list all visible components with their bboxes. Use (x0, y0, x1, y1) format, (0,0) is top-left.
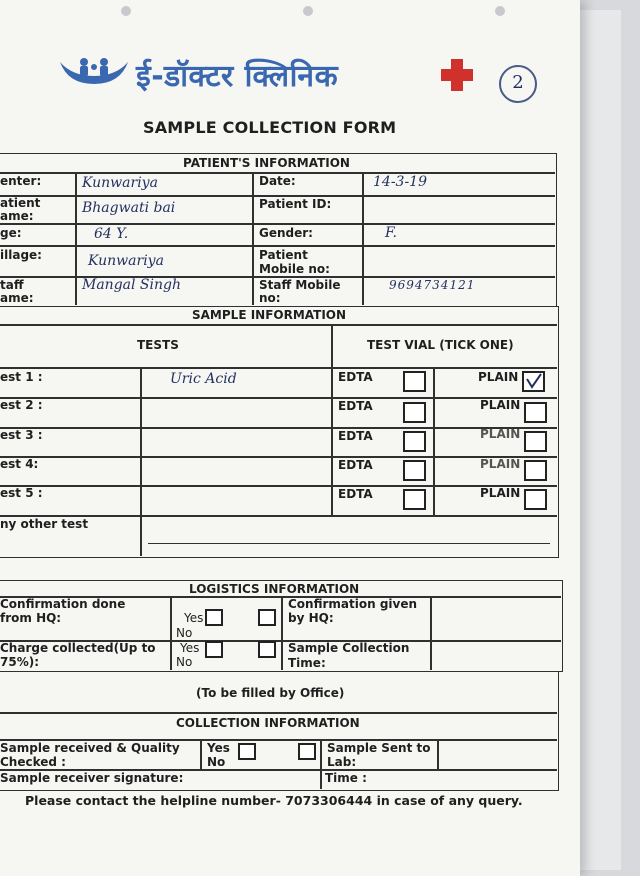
col-divider (140, 367, 142, 556)
row-divider (0, 427, 557, 429)
row-divider (0, 456, 557, 458)
edta-label: EDTA (338, 429, 373, 443)
row-divider (0, 485, 557, 487)
test-4-edta-checkbox[interactable] (403, 460, 426, 481)
received-label: Sample received & Quality (0, 741, 180, 755)
test-2-plain-checkbox[interactable] (524, 402, 547, 423)
test-3-label: est 3 : (0, 428, 43, 442)
yes-label: Yes (180, 641, 200, 655)
punch-hole (303, 6, 313, 16)
test-1-plain-checkbox[interactable] (522, 371, 545, 392)
no-label: No (176, 655, 193, 669)
test-4-label: est 4: (0, 457, 39, 471)
office-note: (To be filled by Office) (196, 686, 345, 700)
checkmark-icon (524, 373, 543, 390)
received-label-2: Checked : (0, 755, 66, 769)
charge-no-checkbox[interactable] (258, 641, 276, 658)
col-divider (437, 739, 439, 769)
confirmation-done-label-2: from HQ: (0, 611, 62, 625)
col-divider (430, 596, 432, 670)
edta-label: EDTA (338, 399, 373, 413)
col-divider (320, 739, 322, 789)
test-1-value[interactable]: Uric Acid (170, 371, 237, 387)
received-yes-checkbox[interactable] (238, 743, 256, 760)
test-3-plain-checkbox[interactable] (524, 431, 547, 452)
sample-sent-label-2: Lab: (327, 755, 357, 769)
col-divider (170, 596, 172, 670)
col-divider (281, 596, 283, 670)
row-divider (0, 397, 557, 399)
row-divider (0, 367, 557, 369)
test-2-edta-checkbox[interactable] (403, 402, 426, 423)
village-label: illage: (0, 248, 42, 262)
col-divider (362, 172, 364, 305)
patient-mobile-label-2: Mobile no: (259, 262, 330, 276)
confirmation-given-label-2: by HQ: (288, 611, 334, 625)
patient-info-heading: PATIENT'S INFORMATION (183, 156, 350, 170)
staff-name-label-2: ame: (0, 291, 34, 305)
charge-collected-label: Charge collected(Up to (0, 641, 156, 655)
gender-label: Gender: (259, 226, 313, 240)
col-divider (433, 367, 435, 515)
sample-info-heading: SAMPLE INFORMATION (192, 308, 347, 322)
staff-mobile-label-2: no: (259, 291, 281, 305)
red-cross-icon (437, 55, 477, 95)
date-label: Date: (259, 174, 296, 188)
confirmation-no-checkbox[interactable] (258, 609, 276, 626)
age-value[interactable]: 64 Y. (94, 226, 129, 242)
test-5-plain-checkbox[interactable] (524, 489, 547, 510)
test-5-edta-checkbox[interactable] (403, 489, 426, 510)
plain-label: PLAIN (480, 398, 521, 412)
patient-name-label: atient (0, 196, 41, 210)
confirmation-done-label: Confirmation done (0, 597, 126, 611)
test-3-edta-checkbox[interactable] (403, 431, 426, 452)
date-value[interactable]: 14-3-19 (373, 174, 427, 190)
punch-hole (495, 6, 505, 16)
yes-label: Yes (207, 741, 230, 755)
patient-id-label: Patient ID: (259, 197, 332, 211)
patient-name-label-2: ame: (0, 209, 34, 223)
row-divider (0, 245, 555, 247)
test-1-label: est 1 : (0, 370, 43, 384)
col-divider (252, 172, 254, 305)
staff-name-label: taff (0, 278, 24, 292)
plain-label: PLAIN (480, 457, 521, 471)
time-label: Time : (325, 771, 367, 785)
collection-heading: COLLECTION INFORMATION (176, 716, 360, 730)
clinic-logo-icon (58, 54, 130, 90)
form-title: SAMPLE COLLECTION FORM (143, 118, 397, 137)
staff-mobile-label: Staff Mobile (259, 278, 341, 292)
sample-sent-label: Sample Sent to (327, 741, 431, 755)
col-divider (331, 324, 333, 368)
test-5-label: est 5 : (0, 486, 43, 500)
edta-label: EDTA (338, 487, 373, 501)
confirmation-given-label: Confirmation given (288, 597, 418, 611)
col-divider (331, 367, 333, 515)
patient-name-value[interactable]: Bhagwati bai (82, 200, 176, 216)
charge-yes-checkbox[interactable] (205, 641, 223, 658)
test-4-plain-checkbox[interactable] (524, 460, 547, 481)
no-label: No (207, 755, 226, 769)
row-divider (0, 223, 555, 225)
col-divider (75, 172, 77, 305)
village-value[interactable]: Kunwariya (88, 253, 164, 269)
row-divider (0, 324, 557, 326)
edta-label: EDTA (338, 370, 373, 384)
edta-label: EDTA (338, 458, 373, 472)
page-number: 2 (499, 65, 537, 103)
no-label: No (176, 626, 193, 640)
col-divider (200, 739, 202, 769)
confirmation-yes-checkbox[interactable] (205, 609, 223, 626)
center-label: enter: (0, 174, 42, 188)
yes-label: Yes (184, 611, 204, 625)
staff-name-value[interactable]: Mangal Singh (82, 277, 181, 293)
center-value[interactable]: Kunwariya (82, 175, 158, 191)
receiver-signature-label: Sample receiver signature: (0, 771, 184, 785)
helpline-footer: Please contact the helpline number- 7073306444 in case of any query. (25, 793, 523, 808)
test-1-edta-checkbox[interactable] (403, 371, 426, 392)
punch-hole (121, 6, 131, 16)
other-test-label: ny other test (0, 517, 89, 531)
charge-collected-label-2: 75%): (0, 655, 40, 669)
other-test-input-line[interactable] (148, 543, 550, 544)
test-2-label: est 2 : (0, 398, 43, 412)
sample-collection-label-2: Time: (288, 656, 326, 670)
staff-mobile-value[interactable]: 9694734121 (389, 278, 476, 292)
clinic-brand-name: ई-डॉक्टर क्लिनिक (136, 59, 339, 94)
plain-label: PLAIN (480, 486, 521, 500)
logistics-heading: LOGISTICS INFORMATION (189, 582, 360, 596)
age-label: ge: (0, 226, 22, 240)
sample-collection-label: Sample Collection (288, 641, 410, 655)
patient-mobile-label: Patient (259, 248, 308, 262)
received-no-checkbox[interactable] (298, 743, 316, 760)
plain-label: PLAIN (480, 427, 521, 441)
vial-column-header: TEST VIAL (TICK ONE) (367, 338, 514, 352)
tests-column-header: TESTS (137, 338, 179, 352)
gender-value[interactable]: F. (385, 225, 397, 241)
row-divider (0, 712, 557, 714)
plain-label: PLAIN (478, 370, 519, 384)
